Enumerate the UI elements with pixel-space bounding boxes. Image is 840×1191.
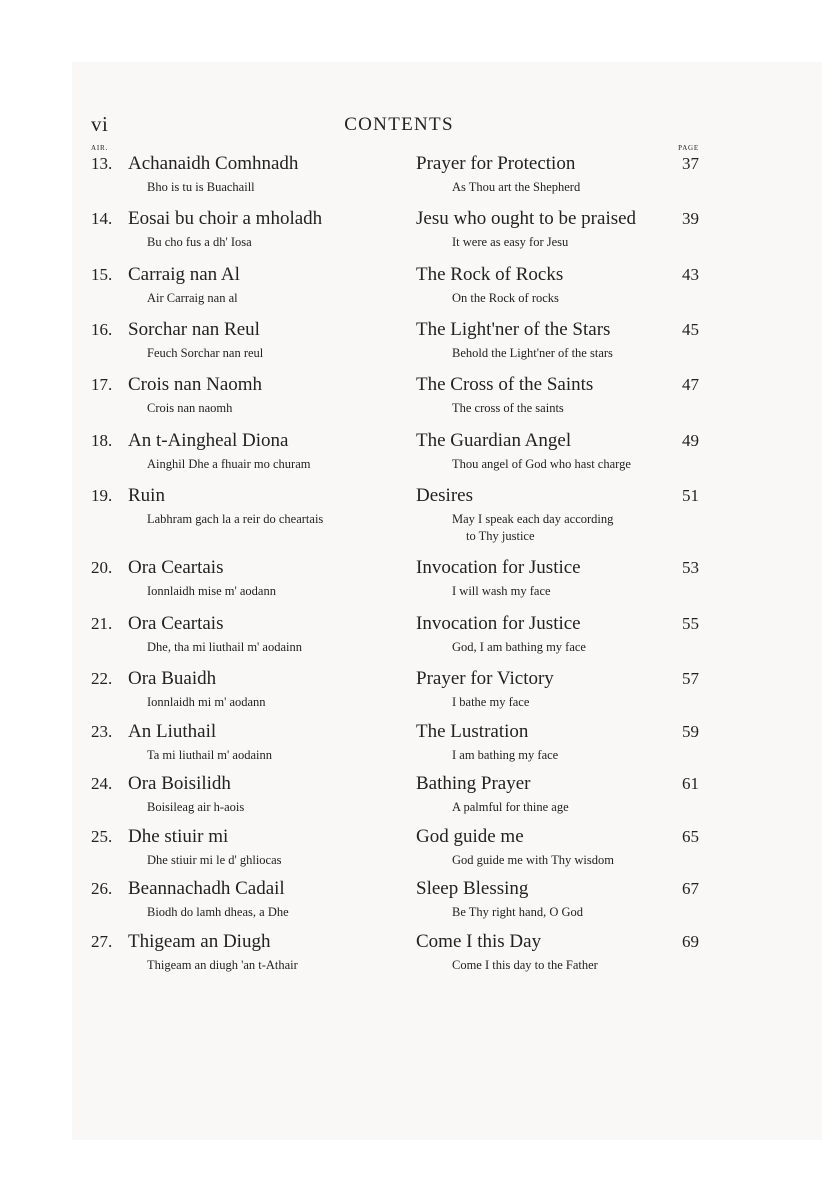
english-first-line [452, 511, 700, 545]
gaelic-first-line: Air Carraig nan al [147, 290, 238, 305]
air-number: 19. [91, 486, 113, 505]
contents-list [91, 154, 699, 985]
gaelic-first-line: Ionnlaidh mise m' aodann [147, 584, 276, 598]
air-number: 21. [91, 613, 113, 633]
gaelic-title: Ruin [128, 485, 165, 506]
page-number-ref: 43 [682, 264, 699, 284]
contents-entry [91, 154, 699, 209]
english-title: Desires [416, 485, 473, 506]
english-first-line [452, 345, 700, 362]
english-title: Prayer for Protection [416, 153, 576, 174]
english-title: Jesu who ought to be praised [416, 208, 637, 229]
air-column-label: AIR. [91, 144, 109, 152]
air-number: 24. [91, 774, 113, 793]
air-number: 15. [91, 264, 113, 284]
page-header [91, 112, 699, 144]
air-number: 14. [91, 209, 113, 228]
gaelic-first-line: Dhe, tha mi liuthail m' aodainn [147, 639, 302, 654]
english-first-line [452, 400, 700, 417]
gaelic-title: Sorchar nan Reul [128, 319, 260, 340]
gaelic-first-line: Ainghil Dhe a fhuair mo churam [147, 456, 311, 471]
contents-entry [91, 614, 699, 670]
contents-entry [91, 431, 699, 487]
english-title: Invocation for Justice [416, 612, 581, 634]
page-number-ref: 49 [682, 430, 699, 450]
air-number: 16. [91, 320, 113, 339]
english-title: The Guardian Angel [416, 429, 572, 451]
english-first-line-text: May I speak each day according [452, 512, 614, 526]
contents-entry [91, 879, 699, 932]
gaelic-title: Ora Buaidh [128, 668, 217, 689]
gaelic-first-line: Boisileag air h-aois [147, 800, 245, 814]
page-number-ref: 39 [682, 209, 699, 228]
contents-entry [91, 932, 699, 985]
gaelic-first-line: Ionnlaidh mi m' aodann [147, 695, 266, 709]
english-title: The Lustration [416, 720, 529, 742]
air-number: 23. [91, 721, 113, 741]
page-number-ref: 45 [682, 320, 699, 339]
gaelic-title: Eosai bu choir a mholadh [128, 208, 323, 229]
page-number-ref: 67 [682, 879, 699, 898]
english-first-line-text: God guide me with Thy wisdom [452, 852, 614, 867]
english-title: Sleep Blessing [416, 878, 529, 899]
english-first-line-text: I will wash my face [452, 584, 551, 598]
contents-entry [91, 486, 699, 558]
english-first-line [452, 747, 700, 764]
gaelic-title: An Liuthail [128, 720, 217, 742]
gaelic-first-line: Bho is tu is Buachaill [147, 180, 255, 194]
page-number-ref: 47 [682, 375, 699, 394]
english-first-line [452, 694, 700, 711]
contents-entry [91, 774, 699, 827]
gaelic-title: Ora Boisilidh [128, 773, 231, 794]
english-first-line [452, 179, 700, 196]
contents-entry [91, 265, 699, 321]
air-number: 22. [91, 669, 113, 688]
english-first-line [452, 639, 700, 656]
english-first-line-text: I bathe my face [452, 695, 530, 709]
english-first-line [452, 456, 700, 473]
english-first-line-text: God, I am bathing my face [452, 639, 586, 654]
english-first-line [452, 799, 700, 816]
gaelic-first-line: Labhram gach la a reir do cheartais [147, 512, 324, 526]
air-number: 25. [91, 826, 113, 846]
page-number-ref: 51 [682, 486, 699, 505]
english-first-line-text: Be Thy right hand, O God [452, 905, 584, 919]
english-first-line-continuation: to Thy justice [466, 529, 535, 543]
gaelic-first-line: Ta mi liuthail m' aodainn [147, 747, 272, 762]
gaelic-first-line: Bu cho fus a dh' Iosa [147, 235, 252, 249]
gaelic-title: An t-Aingheal Diona [128, 429, 289, 451]
gaelic-title: Beannachadh Cadail [128, 878, 285, 899]
english-first-line [452, 583, 700, 600]
contents-page [91, 112, 699, 985]
page-number-ref: 69 [682, 932, 699, 951]
english-title: God guide me [416, 825, 524, 847]
air-number: 13. [91, 154, 113, 173]
air-number: 18. [91, 430, 113, 450]
page-number-ref: 37 [682, 154, 699, 173]
english-first-line-text: As Thou art the Shepherd [452, 180, 581, 194]
gaelic-title: Ora Ceartais [128, 557, 224, 578]
contents-entry [91, 669, 699, 722]
air-number: 20. [91, 558, 113, 577]
page-column-label: PAGE [678, 144, 699, 152]
english-first-line-text: On the Rock of rocks [452, 290, 559, 305]
contents-entry [91, 375, 699, 431]
gaelic-title: Thigeam an Diugh [128, 931, 271, 952]
gaelic-first-line: Biodh do lamh dheas, a Dhe [147, 905, 289, 919]
english-title: Come I this Day [416, 931, 542, 952]
english-first-line-text: A palmful for thine age [452, 800, 569, 814]
gaelic-first-line: Thigeam an diugh 'an t-Athair [147, 958, 298, 972]
english-title: Prayer for Victory [416, 668, 554, 689]
english-first-line [452, 290, 700, 307]
contents-entry [91, 722, 699, 775]
contents-entry [91, 209, 699, 265]
page-number-ref: 65 [682, 826, 699, 846]
gaelic-first-line: Feuch Sorchar nan reul [147, 346, 264, 360]
english-title: The Rock of Rocks [416, 263, 564, 285]
contents-entry [91, 827, 699, 880]
gaelic-first-line: Crois nan naomh [147, 401, 233, 415]
gaelic-title: Crois nan Naomh [128, 374, 263, 395]
contents-entry [91, 558, 699, 614]
page-number: vi [91, 112, 109, 136]
page-number-ref: 53 [682, 558, 699, 577]
page-number-ref: 55 [682, 613, 699, 633]
english-title: The Light'ner of the Stars [416, 319, 611, 340]
english-first-line [452, 904, 700, 921]
english-first-line [452, 957, 700, 974]
gaelic-first-line: Dhe stiuir mi le d' ghliocas [147, 852, 282, 867]
page-title: CONTENTS [344, 114, 454, 135]
english-title: Bathing Prayer [416, 773, 531, 794]
english-first-line [452, 852, 700, 869]
air-number: 17. [91, 375, 113, 394]
air-number: 27. [91, 932, 113, 951]
english-first-line-text: I am bathing my face [452, 747, 559, 762]
gaelic-title: Achanaidh Comhnadh [128, 153, 299, 174]
page-number-ref: 61 [682, 774, 699, 793]
english-first-line-text: Come I this day to the Father [452, 958, 598, 972]
english-title: Invocation for Justice [416, 557, 581, 578]
english-first-line-text: Thou angel of God who hast charge [452, 456, 631, 471]
gaelic-title: Carraig nan Al [128, 263, 240, 285]
page-number-ref: 59 [682, 721, 699, 741]
air-number: 26. [91, 879, 113, 898]
english-first-line-text: The cross of the saints [452, 401, 564, 415]
page-number-ref: 57 [682, 669, 699, 688]
english-first-line-text: Behold the Light'ner of the stars [452, 346, 613, 360]
english-first-line-text: It were as easy for Jesu [452, 235, 569, 249]
contents-entry [91, 320, 699, 375]
gaelic-title: Ora Ceartais [128, 612, 224, 634]
english-title: The Cross of the Saints [416, 374, 594, 395]
gaelic-title: Dhe stiuir mi [128, 825, 229, 847]
english-first-line [452, 234, 700, 251]
